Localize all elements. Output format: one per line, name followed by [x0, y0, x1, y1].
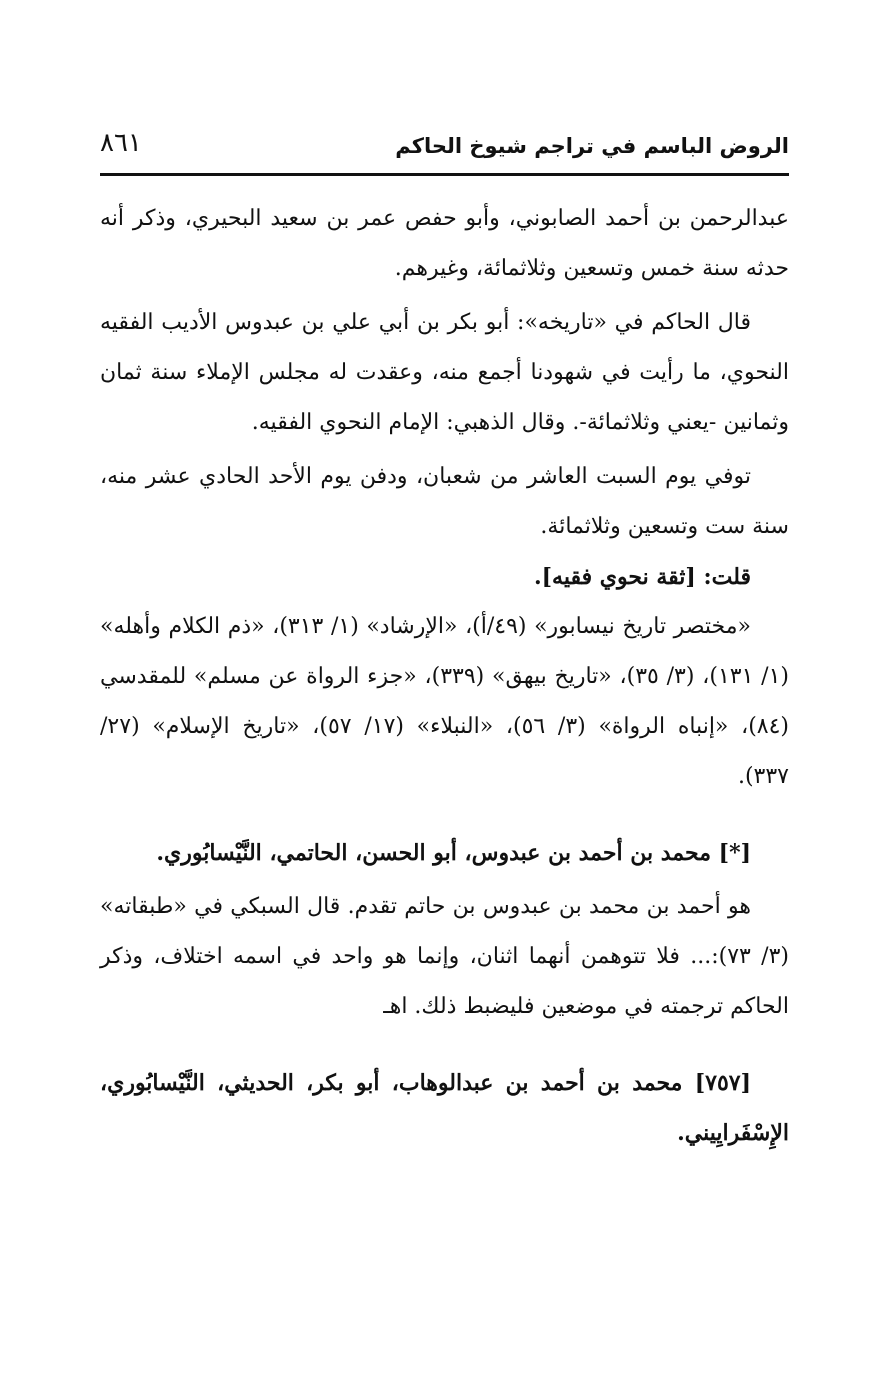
entry-heading-star: [*] محمد بن أحمد بن عبدوس، أبو الحسن، الحاتمي، النَّيْسابُوري.	[156, 840, 751, 866]
book-page	[100, 0, 789, 1394]
page-body	[100, 194, 789, 1158]
paragraph-sources: «مختصر تاريخ نيسابور» (٤٩/أ)، «الإرشاد» (١/ ٣١٣)، «ذم الكلام وأهله» (١/ ١٣١)، (٣/ ٣٥)، «تاريخ بيهق» (٣٣٩)، «جزء الرواة عن مسلم» للمقدسي (٨٤)، «إنباه الرواة» (٣/ ٥٦)، «النبلاء» (١٧/ ٥٧)، «تاريخ الإسلام» (٢٧/ ٣٣٧).	[100, 614, 790, 789]
paragraph-verdict: قلت: [ثقة نحوي فقيه].	[533, 564, 751, 590]
paragraph-death: توفي يوم السبت العاشر من شعبان، ودفن يوم الأحد الحادي عشر منه، سنة ست وتسعين وثلاثمائة.	[100, 464, 789, 539]
paragraph-subki-note: هو أحمد بن محمد بن عبدوس بن حاتم تقدم. قال السبكي في «طبقاته» (٣/ ٧٣):... فلا تتوهمن أنهما اثنان، وإنما هو واحد في اسمه اختلاف، وذكر الحاكم ترجمته في موضعين فليضبط ذلك. اهـ	[100, 894, 789, 1019]
running-header	[100, 128, 789, 168]
entry-heading-757: [٧٥٧] محمد بن أحمد بن عبدالوهاب، أبو بكر، الحديثي، النَّيْسابُوري، الإِسْفَرايِيني.	[100, 1070, 789, 1146]
running-header-title: الروض الباسم في تراجم شيوخ الحاكم	[395, 134, 789, 158]
paragraph-hakim-quote: قال الحاكم في «تاريخه»: أبو بكر بن أبي علي بن عبدوس الأديب الفقيه النحوي، ما رأيت في شهودنا أجمع منه، وعقدت له مجلس الإملاء سنة ثمان وثمانين -يعني وثلاثمائة-. وقال الذهبي: الإمام النحوي الفقيه.	[100, 310, 789, 435]
paragraph-continuation: عبدالرحمن بن أحمد الصابوني، وأبو حفص عمر بن سعيد البحيري، وذكر أنه حدثه سنة خمس وتسعين وثلاثمائة، وغيرهم.	[100, 206, 789, 281]
page-number: ٨٦١	[100, 128, 142, 158]
header-divider	[100, 173, 789, 176]
